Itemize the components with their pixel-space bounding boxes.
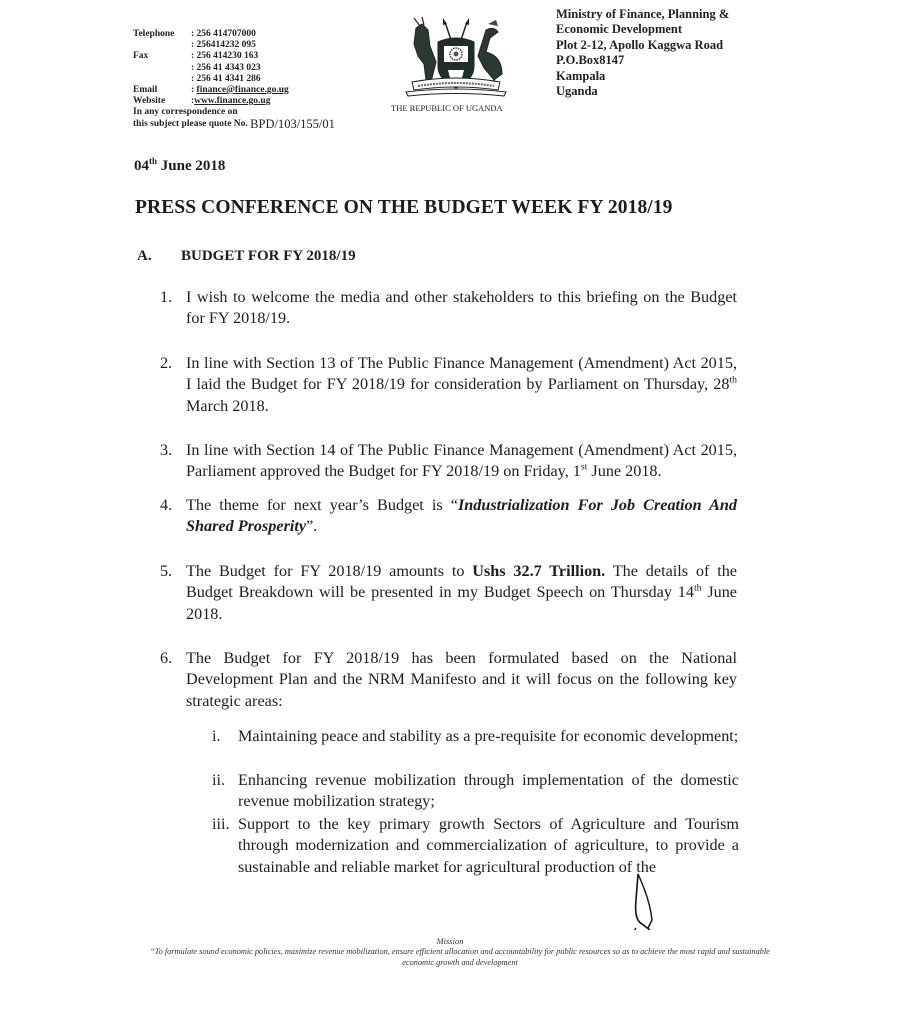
list-item: 6. The Budget for FY 2018/19 has been formulated based on the National Development Plan and the NRM Manifesto and it will focus on the following key strategic areas: <box>160 649 737 710</box>
contact-row-telephone: Telephone : 256 414707000 <box>133 29 256 39</box>
mission-statement: “To formulate sound economic policies, maximize revenue mobilization, ensure efficient allocation and accountability for public resources so as to achieve the most rapid and sustainable economic growth and development <box>150 947 770 967</box>
handwritten-signature-icon <box>620 870 670 930</box>
budget-theme: Industrialization For Job Creation And Shared Prosperity <box>186 496 738 536</box>
email-link[interactable]: finance@finance.go.ug <box>196 85 289 96</box>
address-line: Ministry of Finance, Planning & <box>556 7 730 21</box>
reference-number: BPD/103/155/01 <box>250 116 335 131</box>
crest-caption: THE REPUBLIC OF UGANDA <box>391 103 503 113</box>
address-line: Kampala <box>556 68 606 83</box>
contact-block <box>133 29 335 130</box>
address-line: Economic Development <box>556 22 683 37</box>
address-line: Plot 2-12, Apollo Kaggwa Road <box>556 37 724 52</box>
contact-row-website: Website : www.finance.go.ug <box>133 96 271 107</box>
address-line: Uganda <box>556 84 598 99</box>
contact-row-fax-3: : 256 41 4341 286 <box>191 73 261 84</box>
mission-title: Mission <box>436 936 464 946</box>
sub-list-item: i. Maintaining peace and stability as a pre-requisite for economic development; <box>212 727 739 745</box>
contact-row-fax: Fax : 256 414230 163 <box>133 51 259 62</box>
reference-line: this subject please quote No. BPD/103/155/01 <box>133 116 335 131</box>
contact-row-email: Email : finance@finance.go.ug <box>133 85 289 96</box>
document-date: 04th June 2018 <box>134 156 226 174</box>
sub-list-item: ii. Enhancing revenue mobilization through implementation of the domestic revenue mobilization strategy; <box>212 771 739 811</box>
coat-of-arms-icon <box>398 16 514 98</box>
list-item: 1. I wish to welcome the media and other stakeholders to this briefing on the Budget for FY 2018/19. <box>160 288 737 328</box>
document-title: PRESS CONFERENCE ON THE BUDGET WEEK FY 2018/19 <box>135 197 673 218</box>
list-item: 4. The theme for next year’s Budget is “Industrialization For Job Creation And Shared Prosperity”. <box>160 496 738 536</box>
list-item: 2. In line with Section 13 of The Public Finance Management (Amendment) Act 2015, I laid the Budget for FY 2018/19 for consideration by Parliament on Thursday, 28th March 2018. <box>160 354 737 415</box>
correspondence-note: In any correspondence on <box>133 107 238 118</box>
section-heading: A. BUDGET FOR FY 2018/19 <box>137 248 356 264</box>
budget-amount: Ushs 32.7 Trillion. <box>472 562 606 580</box>
list-item: 5. The Budget for FY 2018/19 amounts to Ushs 32.7 Trillion. The details of the Budget Breakdown will be presented in my Budget Speech on Thursday 14th June 2018. <box>160 562 737 623</box>
ministry-address <box>556 7 729 99</box>
list-item: 3. In line with Section 14 of The Public Finance Management (Amendment) Act 2015, Parliament approved the Budget for FY 2018/19 on Friday, 1st June 2018. <box>160 441 737 481</box>
website-link[interactable]: www.finance.go.ug <box>194 96 271 107</box>
contact-row-telephone-2: : 256414232 095 <box>191 40 256 51</box>
contact-row-fax-2: : 256 41 4343 023 <box>191 62 261 73</box>
sub-list-item: iii. Support to the key primary growth Sectors of Agriculture and Tourism through modernization and commercialization of agriculture, to provide a sustainable and reliable market for agricultural production of the <box>212 815 739 876</box>
address-line: P.O.Box8147 <box>556 53 625 68</box>
